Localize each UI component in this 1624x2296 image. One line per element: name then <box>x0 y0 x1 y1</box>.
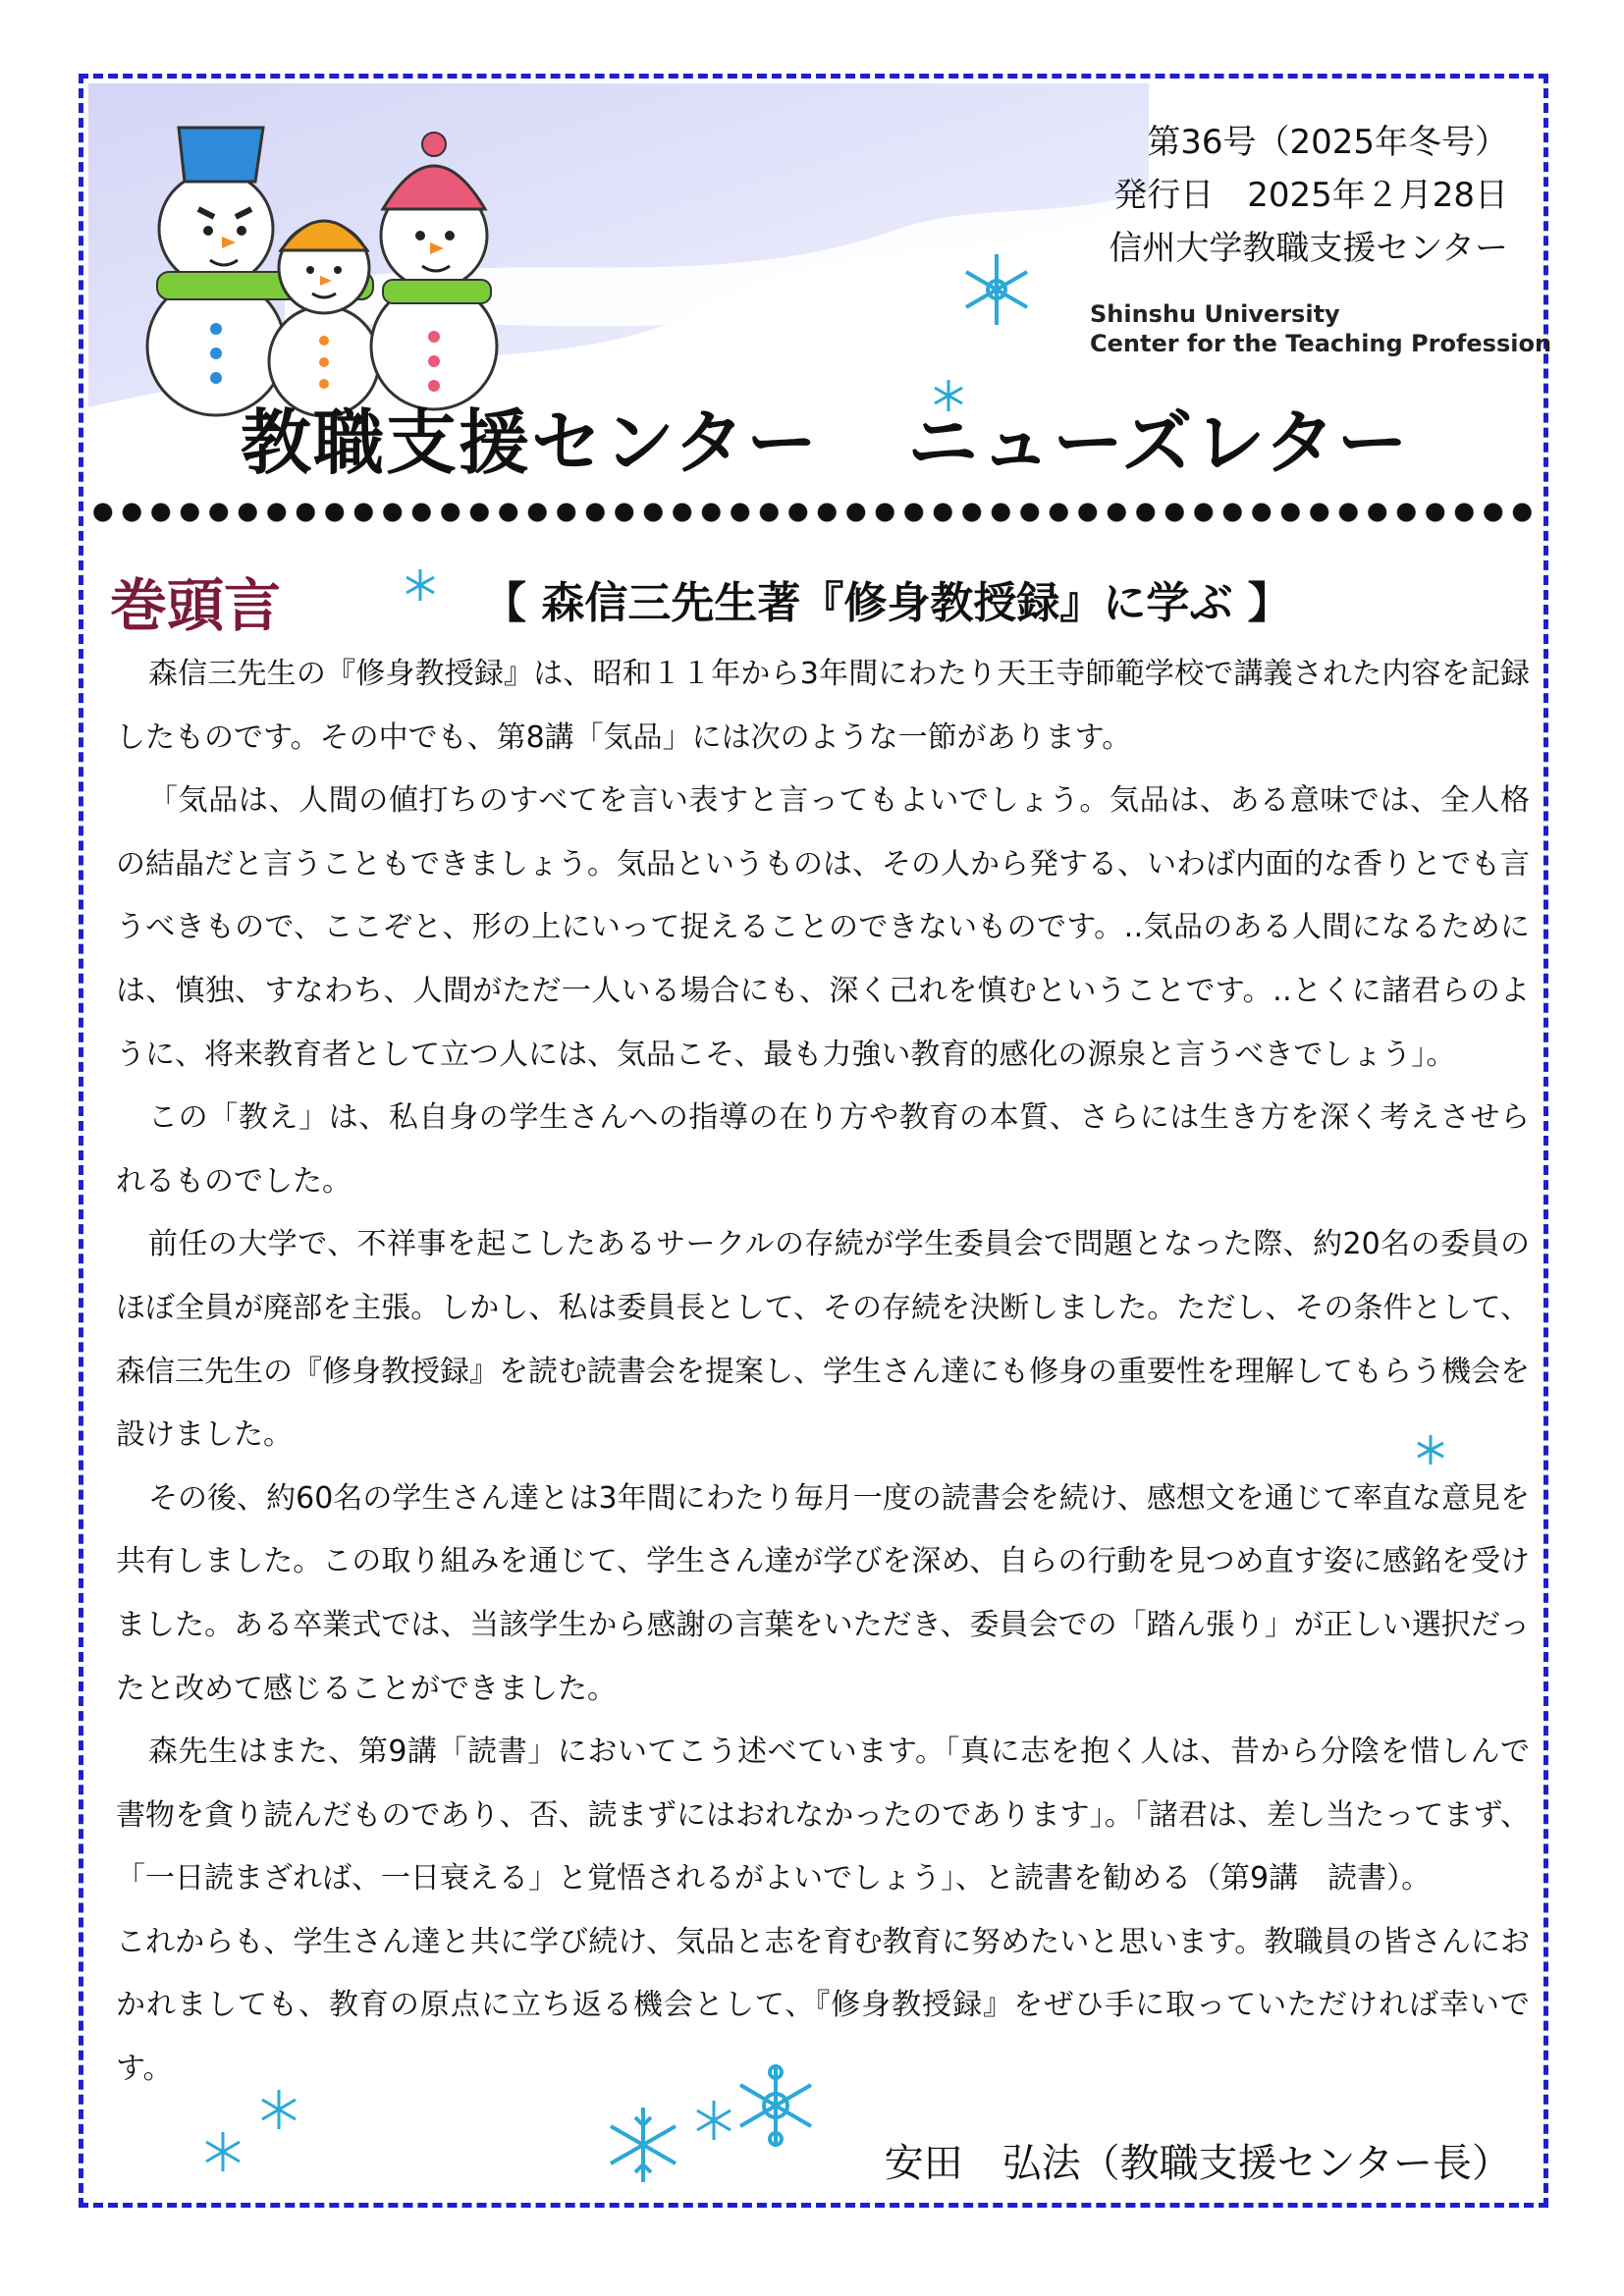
paragraph: 前任の大学で、不祥事を起こしたあるサークルの存続が学生委員会で問題となった際、約20名の委員のほぼ全員が廃部を主張。しかし、私は委員長として、その存続を決断しました。ただし、その条件として、森信三先生の『修身教授録』を読む読書会を提案し、学生さん達にも修身の重要性を理解してもらう機会を設けました。 <box>116 1227 1530 1453</box>
snowflake-icon <box>257 2088 300 2131</box>
issue-number: 第36号（2025年冬号） <box>1147 123 1508 162</box>
section-label: 巻頭言 <box>110 572 282 639</box>
org-name-ja: 信州大学教職支援センター <box>1109 229 1508 268</box>
article-subtitle: 【 森信三先生著『修身教授録』に学ぶ 】 <box>483 578 1291 628</box>
signature: 安田 弘法（教職支援センター長） <box>884 2141 1511 2186</box>
paragraph: 森信三先生の『修身教授録』は、昭和１１年から3年間にわたり天王寺師範学校で講義された内容を記録したものです。その中でも、第8講「気品」には次のような一節があります。 <box>116 657 1530 755</box>
org-name-en-line2: Center for the Teaching Profession <box>1090 330 1552 357</box>
org-name-en-line1: Shinshu University <box>1090 300 1340 328</box>
snowflake-icon <box>604 2106 682 2184</box>
paragraph: これからも、学生さん達と共に学び続け、気品と志を育む教育に努めたいと思います。教職員の皆さんにおかれましても、教育の原点に立ち返る機会として、『修身教授録』をぜひ手に取っていただければ幸いです。 <box>116 1924 1530 2087</box>
snowflake-icon <box>957 250 1036 329</box>
newsletter-title <box>241 386 1410 488</box>
paragraph: 「気品は、人間の値打ちのすべてを言い表すと言ってもよいでしょう。気品は、ある意味では、全人格の結晶だと言うこともできましょう。気品というものは、その人から発する、いわば内面的な香りとでも言うべきもので、ここぞと、形の上にいって捉えることのできないものです。‥気品のある人間になるためには、慎独、すなわち、人間がただ一人いる場合にも、深く己れを慎むということです。‥とくに諸君らのように、将来教育者として立つ人には、気品こそ、最も力強い教育的感化の源泉と言うべきでしょう」。 <box>116 783 1530 1072</box>
paragraph: この「教え」は、私自身の学生さんへの指導の在り方や教育の本質、さらには生き方を深く考えさせられるものでした。 <box>116 1100 1530 1199</box>
issue-info <box>1109 116 1508 275</box>
title-right: ニューズレター <box>907 401 1410 484</box>
issue-date: 発行日 2025年２月28日 <box>1113 176 1508 215</box>
snowflake-icon <box>1414 1433 1447 1467</box>
paragraph: その後、約60名の学生さん達とは3年間にわたり毎月一度の読書会を続け、感想文を通じて率直な意見を共有しました。この取り組みを通じて、学生さん達が学びを深め、自らの行動を見つめ直す姿に感銘を受けました。ある卒業式では、当該学生から感謝の言葉をいただき、委員会での「踏ん張り」が正しい選択だったと改めて感じることができました。 <box>116 1480 1530 1706</box>
dotted-divider <box>88 501 1537 524</box>
snowflake-icon <box>692 2099 735 2142</box>
org-name-en <box>1090 299 1551 358</box>
snowflake-icon <box>403 567 438 603</box>
paragraph: 森先生はまた、第9講「読書」においてこう述べています。「真に志を抱く人は、昔から分陰を惜しんで書物を貪り読んだものであり、否、読まずにはおれなかったのであります」。「諸君は、差し当たってまず、「一日読まざれば、一日衰える」と覚悟されるがよいでしょう」、と読書を勧める（第9講 読書）。 <box>116 1735 1530 1896</box>
snowflake-icon <box>201 2130 244 2173</box>
snowflake-icon <box>731 2061 820 2150</box>
title-left: 教職支援センター <box>241 401 820 484</box>
article-body <box>116 643 1530 2102</box>
